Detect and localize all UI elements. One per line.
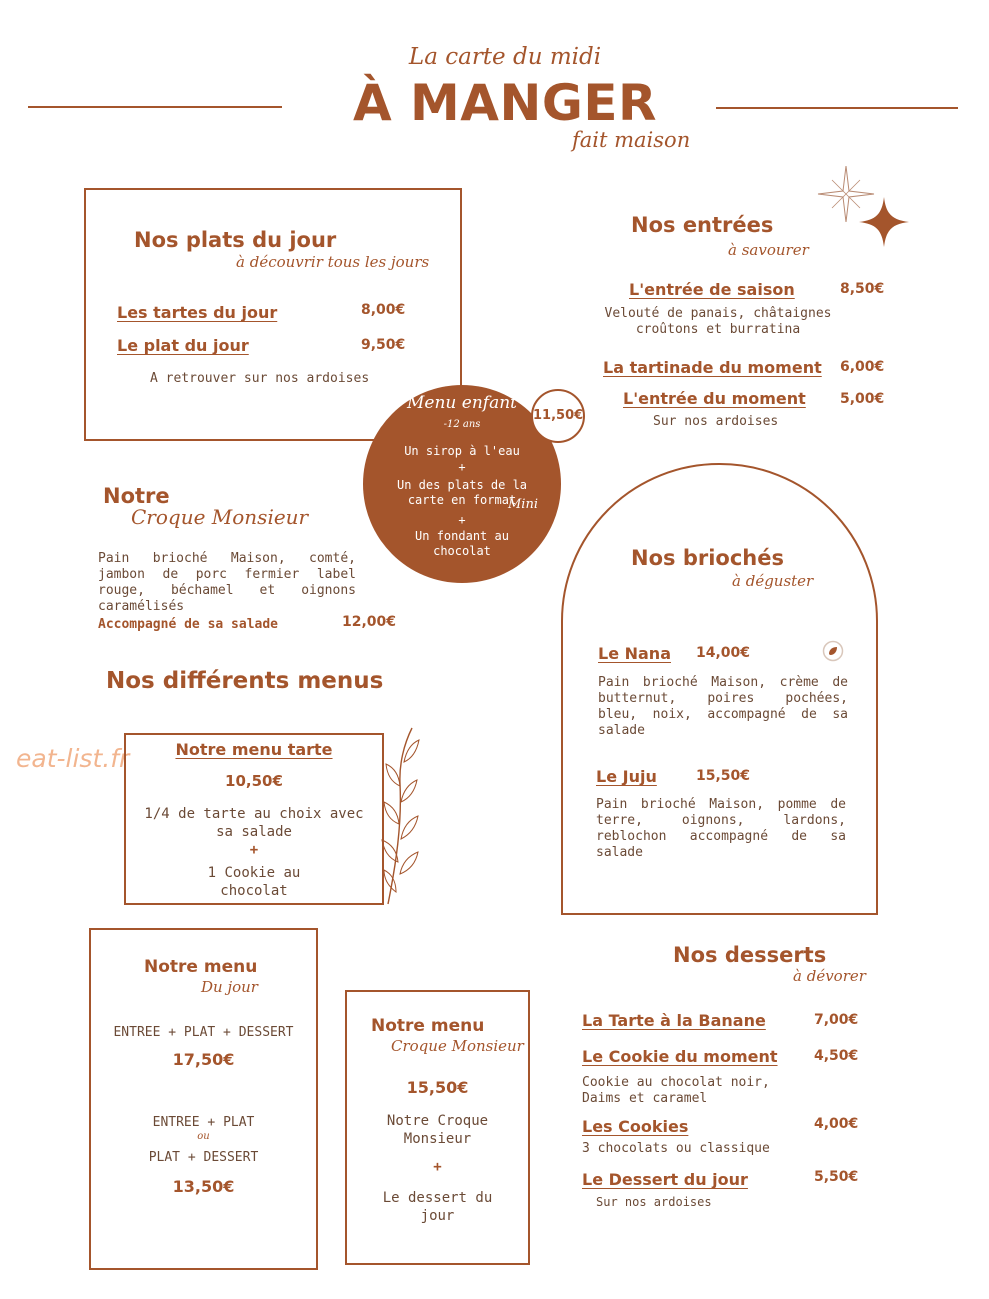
croque-side: Accompagné de sa salade <box>98 617 279 632</box>
dessert-item-name: La Tarte à la Banane <box>582 1011 766 1030</box>
menu-tarte-title: Notre menu tarte <box>175 740 333 759</box>
menu-enfant-line3: Un fondant au chocolat <box>415 529 509 558</box>
desserts-subtitle: à dévorer <box>793 967 866 985</box>
dessert-item-price: 7,00€ <box>814 1012 859 1028</box>
menu-du-jour-price: 13,50€ <box>172 1177 235 1196</box>
menu-du-jour-ou: ou <box>197 1131 210 1142</box>
plats-du-jour-note: A retrouver sur nos ardoises <box>150 371 370 386</box>
entree-item-price: 6,00€ <box>840 359 885 375</box>
dessert-item-name: Le Dessert du jour <box>582 1170 748 1189</box>
menu-tarte-line1: 1/4 de tarte au choix avec sa salade <box>144 806 364 840</box>
watermark: eat-list.fr <box>16 744 130 773</box>
menu-du-jour-title: Notre menu <box>144 957 258 977</box>
menu-enfant-price-badge: 11,50€ <box>531 389 585 443</box>
menu-du-jour-formula: PLAT + DESSERT <box>148 1150 259 1165</box>
menus-section-title: Nos différents menus <box>106 668 384 694</box>
entree-item-price: 5,00€ <box>840 391 885 407</box>
entree-item-name: L'entrée de saison <box>629 280 795 299</box>
brioche-item-name: Le Nana <box>598 644 671 663</box>
plats-du-jour-item-price: 9,50€ <box>361 337 406 353</box>
menu-du-jour-formula: ENTREE + PLAT + DESSERT <box>113 1025 294 1040</box>
entree-item-name: La tartinade du moment <box>603 358 822 377</box>
menu-enfant-title: Menu enfant <box>407 393 517 413</box>
plats-du-jour-title: Nos plats du jour <box>134 228 337 252</box>
brioches-title: Nos briochés <box>631 546 784 570</box>
menu-tarte-plus: + <box>249 842 259 858</box>
menu-du-jour-formula: ENTREE + PLAT <box>152 1115 255 1130</box>
entree-item-name: L'entrée du moment <box>623 389 806 408</box>
plats-du-jour-subtitle: à découvrir tous les jours <box>236 253 430 271</box>
menu-enfant-plus: + <box>458 513 466 527</box>
croque-desc: Pain brioché Maison, comté, jambon de porc fermier label rouge, béchamel et oignons caramélisés <box>98 551 356 614</box>
plats-du-jour-item-price: 8,00€ <box>361 302 406 318</box>
menu-enfant-age: -12 ans <box>443 419 481 430</box>
dessert-item-price: 4,00€ <box>814 1116 859 1132</box>
entree-item-desc: Velouté de panais, châtaignes croûtons et burratina <box>604 306 832 337</box>
plats-du-jour-item-name: Les tartes du jour <box>117 303 278 322</box>
dessert-item-price: 4,50€ <box>814 1048 859 1064</box>
menu-du-jour-script: Du jour <box>201 978 258 996</box>
entree-item-desc: Sur nos ardoises <box>653 414 779 429</box>
dessert-item-name: Le Cookie du moment <box>582 1047 778 1066</box>
entree-item-price: 8,50€ <box>840 281 885 297</box>
menu-tarte-line2: 1 Cookie au chocolat <box>207 865 301 899</box>
menu-enfant-plus: + <box>458 460 466 474</box>
menu-du-jour-price: 17,50€ <box>172 1050 235 1069</box>
plats-du-jour-item-name: Le plat du jour <box>117 336 249 355</box>
menu-croque-price: 15,50€ <box>406 1078 469 1097</box>
croque-title: Notre <box>103 484 170 508</box>
menu-croque-line2: Le dessert du jour <box>382 1190 493 1224</box>
dessert-item-desc: 3 chocolats ou classique <box>582 1141 770 1156</box>
brioche-item-price: 14,00€ <box>696 645 751 661</box>
dessert-item-desc: Sur nos ardoises <box>596 1195 712 1209</box>
menu-tarte-price: 10,50€ <box>225 772 283 790</box>
menu-enfant-line1: Un sirop à l'eau <box>404 444 520 458</box>
menu-croque-script: Croque Monsieur <box>391 1037 524 1055</box>
brioche-item-desc: Pain brioché Maison, crème de butternut, poires pochées, bleu, noix, accompagné de sa salade <box>598 675 848 738</box>
menu-croque-line1: Notre Croque Monsieur <box>386 1113 489 1147</box>
menu-croque-plus: + <box>433 1159 442 1175</box>
menu-enfant-mini: Mini <box>508 497 538 512</box>
dessert-item-price: 5,50€ <box>814 1169 859 1185</box>
croque-price: 12,00€ <box>342 614 397 630</box>
entrees-subtitle: à savourer <box>728 241 809 259</box>
dessert-item-name: Les Cookies <box>582 1117 689 1136</box>
dessert-item-desc: Cookie au chocolat noir, Daims et caramel <box>582 1075 770 1106</box>
menu-croque-title: Notre menu <box>371 1016 485 1036</box>
desserts-title: Nos desserts <box>673 943 827 967</box>
entrees-title: Nos entrées <box>631 213 774 237</box>
brioche-item-name: Le Juju <box>596 767 657 786</box>
header-tagline: fait maison <box>572 128 691 152</box>
brioche-item-desc: Pain brioché Maison, pomme de terre, oignons, lardons, reblochon accompagné de sa salade <box>596 797 846 860</box>
leaf-badge-icon <box>822 640 844 662</box>
croque-script: Croque Monsieur <box>131 505 309 529</box>
brioche-item-price: 15,50€ <box>696 768 751 784</box>
floral-branch-icon <box>378 724 422 908</box>
brioches-subtitle: à déguster <box>732 572 814 590</box>
menu-enfant-line2: Un des plats de la carte en format <box>396 478 528 507</box>
star-filled-icon <box>858 196 910 248</box>
page-title: À MANGER <box>352 74 658 132</box>
header-subtitle: La carte du midi <box>408 44 602 70</box>
